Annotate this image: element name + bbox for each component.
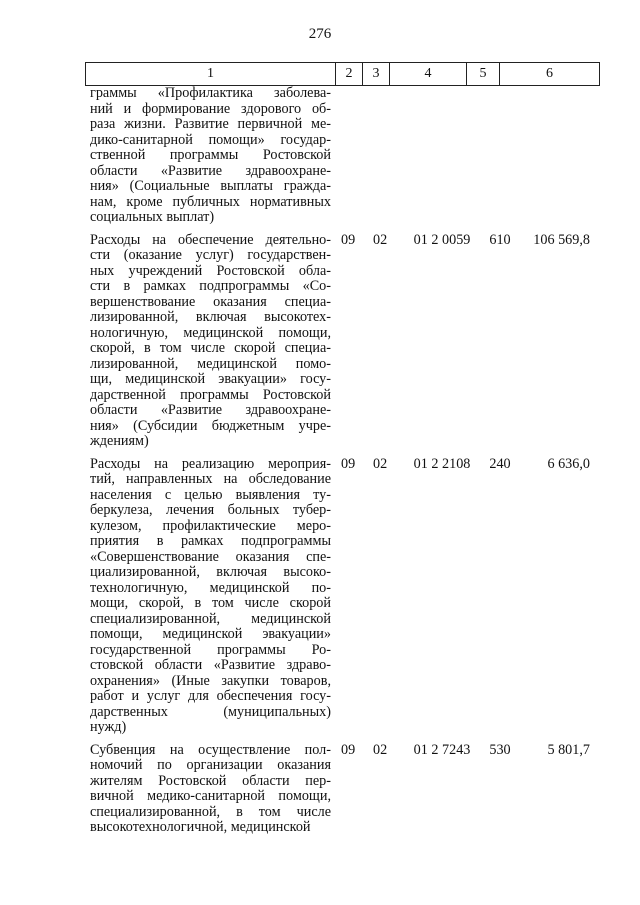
description-line: нужд) [90, 719, 127, 735]
description-line: охранения» (Иные закупки товаров, [90, 672, 331, 689]
description-line: стовской области «Развитие здраво- [90, 657, 331, 673]
table-row [85, 457, 605, 736]
description-line: работ и услуг для обеспечения госу- [90, 688, 331, 704]
table-row [85, 233, 605, 450]
row-cell-c3: 02 [373, 455, 388, 472]
page-number: 276 [308, 26, 332, 42]
description-line: нологичную, медицинской помощи, [90, 324, 331, 341]
row-description [90, 86, 331, 226]
row-cell-c4: 01 2 0059 [413, 231, 471, 248]
description-line: ждениям) [90, 433, 149, 449]
description-line: беркулеза, лечения больных тубер- [90, 502, 331, 518]
row-description [90, 233, 331, 450]
description-line: населения с целью выявления ту- [90, 486, 331, 503]
row-cell-c5: 530 [489, 741, 511, 758]
description-line: ных учреждений Ростовской обла- [90, 262, 331, 279]
description-line: лизированной, медицинской помо- [90, 355, 331, 372]
description-line: скорой, в том числе скорой специа- [90, 340, 331, 356]
row-cell-c6: 5 801,7 [547, 741, 590, 758]
row-description [90, 457, 331, 736]
column-header-3: 3 [363, 63, 390, 86]
description-line: государственной программы Ро- [90, 641, 331, 658]
description-line: ния» (Социальные выплаты гражда- [90, 178, 331, 194]
description-line: жителям Ростовской области пер- [90, 772, 331, 789]
description-line: социальных выплат) [90, 209, 215, 225]
row-cell-c3: 02 [373, 231, 388, 248]
description-line: Субвенция на осуществление пол- [90, 741, 331, 758]
description-line: тий, направленных на обследование [90, 471, 331, 487]
description-line: дарственной программы Ростовской [90, 386, 331, 403]
row-cell-c2: 09 [341, 455, 356, 472]
description-line: кулезом, профилактические меро- [90, 517, 331, 534]
row-cell-c5: 610 [489, 231, 511, 248]
column-header-6: 6 [500, 63, 600, 86]
description-line: сти в рамках подпрограммы «Со- [90, 278, 331, 294]
column-header-table [85, 62, 600, 86]
description-line: области «Развитие здравоохране- [90, 402, 331, 418]
description-line: дико-санитарной помощи» государ- [90, 131, 331, 148]
column-header-row [86, 63, 600, 86]
column-header-4: 4 [390, 63, 467, 86]
description-line: раза жизни. Развитие первичной ме- [90, 116, 331, 132]
description-line: Расходы на обеспечение деятельно- [90, 231, 331, 248]
description-line: циализированной, включая высоко- [90, 564, 331, 580]
description-line: ственной программы Ростовской [90, 147, 331, 163]
column-header-5: 5 [467, 63, 500, 86]
table-row [85, 743, 605, 836]
column-header-1: 1 [86, 63, 336, 86]
row-cell-c4: 01 2 7243 [413, 741, 471, 758]
description-line: лизированной, включая высокотех- [90, 309, 331, 325]
row-cell-c6: 106 569,8 [533, 231, 590, 248]
column-header-2: 2 [336, 63, 363, 86]
description-line: дарственных (муниципальных) [90, 703, 331, 720]
description-line: помощи, медицинской эвакуации» [90, 626, 331, 642]
table-body [85, 86, 605, 836]
description-line: вичной медико-санитарной помощи, [90, 788, 331, 804]
row-cell-c3: 02 [373, 741, 388, 758]
description-line: нам, кроме публичных нормативных [90, 193, 331, 210]
row-description [90, 743, 331, 836]
description-line: ния» (Субсидии бюджетным учре- [90, 417, 331, 434]
row-cell-c4: 01 2 2108 [413, 455, 471, 472]
description-line: «Совершенствование оказания спе- [90, 548, 331, 565]
description-line: области «Развитие здравоохране- [90, 162, 331, 179]
description-line: граммы «Профилактика заболева- [90, 85, 331, 101]
description-line: специализированной, медицинской [90, 610, 331, 627]
description-line: щи, медицинской эвакуации» госу- [90, 371, 331, 387]
description-line: Расходы на реализацию мероприя- [90, 455, 331, 472]
row-cell-c6: 6 636,0 [547, 455, 590, 472]
description-line: ний и формирование здорового об- [90, 100, 331, 117]
description-line: приятия в рамках подпрограммы [90, 533, 331, 549]
description-line: высокотехнологичной, медицинской [90, 819, 311, 835]
description-line: мощи, скорой, в том числе скорой [90, 595, 331, 611]
row-cell-c5: 240 [489, 455, 511, 472]
description-line: технологичную, медицинской по- [90, 579, 331, 596]
row-cell-c2: 09 [341, 231, 356, 248]
table-row [85, 86, 605, 226]
description-line: номочий по организации оказания [90, 757, 331, 773]
row-cell-c2: 09 [341, 741, 356, 758]
description-line: сти (оказание услуг) государствен- [90, 247, 331, 263]
description-line: специализированной, в том числе [90, 803, 331, 820]
description-line: вершенствование оказания специа- [90, 293, 331, 310]
